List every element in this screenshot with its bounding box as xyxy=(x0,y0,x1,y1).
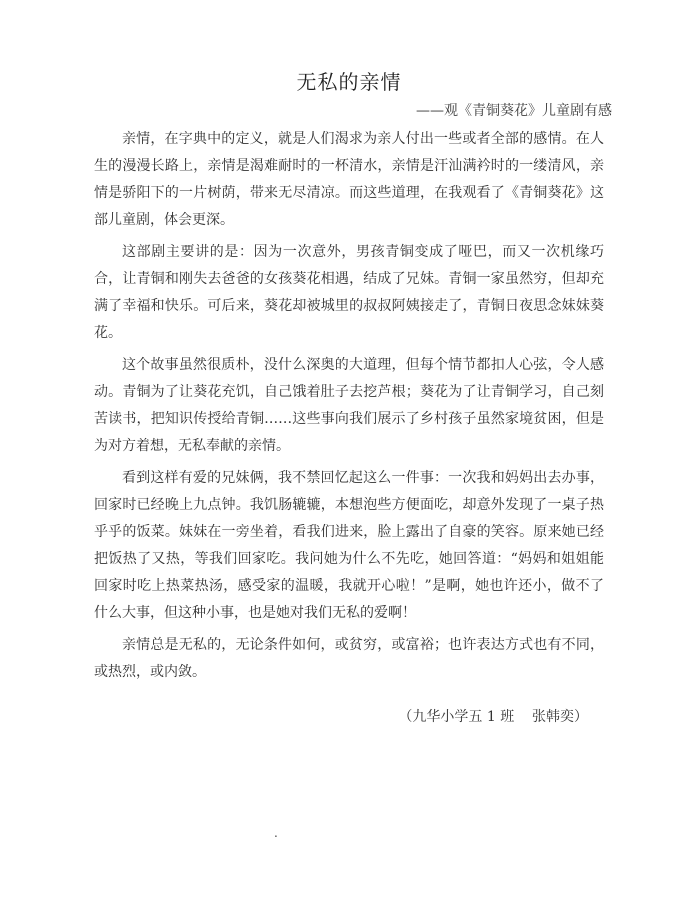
author-signature: （九华小学五 1 班 张韩奕） xyxy=(398,709,588,725)
footer-mark: . xyxy=(274,826,278,840)
paragraph-3: 这个故事虽然很质朴，没什么深奥的大道理，但每个情节都扣人心弦，令人感动。青铜为了让葵花充饥，自己饿着肚子去挖芦根；葵花为了让青铜学习，自己刻苦读书，把知识传授给青铜……这些事向我们展示了乡村孩子虽然家境贫困，但是为对方着想，无私奉献的亲情。 xyxy=(94,357,604,454)
paragraph-5: 亲情总是无私的，无论条件如何，或贫穷，或富裕；也许表达方式也有不同，或热烈，或内敛。 xyxy=(94,637,604,680)
document-body xyxy=(94,126,604,691)
paragraph-1: 亲情，在字典中的定义，就是人们渴求为亲人付出一些或者全部的感情。在人生的漫漫长路上，亲情是渴难耐时的一杯清水，亲情是汗汕满衿时的一缕清风，亲情是骄阳下的一片树荫，带来无尽清凉。而这些道理，在我观看了《青铜葵花》这部儿童剧，体会更深。 xyxy=(94,131,604,228)
document-title: 无私的亲情 xyxy=(296,70,402,94)
document-subtitle: ——观《青铜葵花》儿童剧有感 xyxy=(416,103,612,119)
paragraph-4: 看到这样有爱的兄妹俩，我不禁回忆起这么一件事：一次我和妈妈出去办事，回家时已经晚上九点钟。我饥肠辘辘，本想泡些方便面吃，却意外发现了一桌子热乎乎的饭菜。妹妹在一旁坐着，看我们进来，脸上露出了自豪的笑容。原来她已经把饭热了又热，等我们回家吃。我问她为什么不先吃，她回答道：“妈妈和姐姐能回家时吃上热菜热汤，感受家的温暖，我就开心啦！”是啊，她也许还小，做不了什么大事，但这种小事，也是她对我们无私的爱啊！ xyxy=(94,470,604,621)
paragraph-2: 这部剧主要讲的是：因为一次意外，男孩青铜变成了哑巴，而又一次机缘巧合，让青铜和刚失去爸爸的女孩葵花相遇，结成了兄妹。青铜一家虽然穷，但却充满了幸福和快乐。可后来，葵花却被城里的叔叔阿姨接走了，青铜日夜思念妹妹葵花。 xyxy=(94,244,604,341)
